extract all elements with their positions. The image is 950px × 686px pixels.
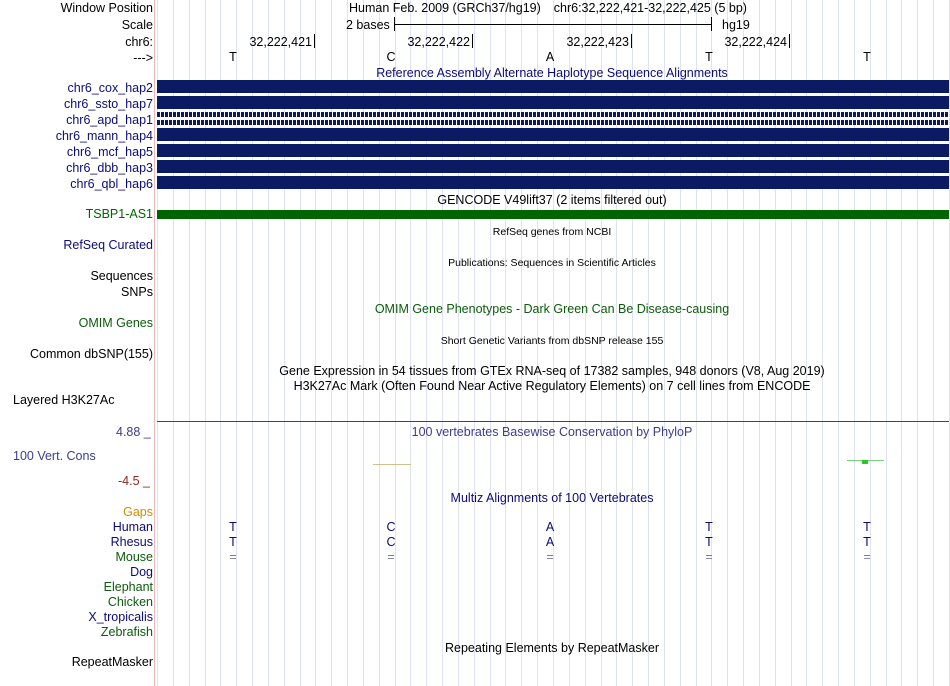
alignment-base: C	[386, 535, 396, 549]
alignment-base: =	[229, 550, 237, 564]
scale-label: Scale	[121, 18, 153, 32]
haplotype-label[interactable]: chr6_cox_hap2	[67, 81, 153, 95]
phylop-track-title[interactable]: 100 vertebrates Basewise Conservation by PhyloP	[411, 425, 693, 439]
publications-track-title[interactable]: Publications: Sequences in Scientific Articles	[448, 257, 656, 269]
alignment-base: A	[545, 535, 555, 549]
h3k27ac-track-title[interactable]: H3K27Ac Mark (Often Found Near Active Regulatory Elements) on 7 cell lines from ENCODE	[293, 379, 811, 393]
ruler-base: T	[863, 50, 871, 64]
h3k27ac-label[interactable]: Layered H3K27Ac	[13, 393, 115, 407]
ruler-position: 32,222,421	[249, 35, 312, 49]
haplotype-label[interactable]: chr6_dbb_hap3	[66, 161, 153, 175]
alignment-base: =	[863, 550, 871, 564]
haplotype-label[interactable]: chr6_mann_hap4	[55, 129, 153, 143]
phylop-label[interactable]: 100 Vert. Cons	[13, 449, 96, 463]
multiz-track-title[interactable]: Multiz Alignments of 100 Vertebrates	[450, 491, 654, 505]
haplotype-label[interactable]: chr6_mcf_hap5	[66, 145, 153, 159]
species-label[interactable]: Dog	[130, 565, 153, 579]
label-column-border	[154, 0, 155, 686]
gtex-track-title[interactable]: Gene Expression in 54 tissues from GTEx RNA-seq of 17382 samples, 948 donors (V8, Aug 2019)	[279, 364, 825, 378]
refseq-label[interactable]: RefSeq Curated	[63, 238, 153, 252]
haplotype-bar[interactable]	[157, 96, 949, 109]
species-label[interactable]: Zebrafish	[100, 625, 153, 639]
refseq-track-title[interactable]: RefSeq genes from NCBI	[492, 226, 612, 238]
assembly-title[interactable]	[349, 1, 747, 15]
repeatmasker-track-title[interactable]: Repeating Elements by RepeatMasker	[444, 641, 660, 655]
alignment-base: T	[229, 535, 237, 549]
publications-sequences-label[interactable]: Sequences	[90, 269, 153, 283]
ruler-base: T	[229, 50, 237, 64]
species-label[interactable]: Rhesus	[110, 535, 153, 549]
ruler-position: 32,222,423	[566, 35, 629, 49]
alignment-base: A	[545, 520, 555, 534]
haplotype-label[interactable]: chr6_ssto_hap7	[64, 97, 153, 111]
gencode-gene-bar[interactable]	[157, 210, 949, 219]
repeatmasker-label[interactable]: RepeatMasker	[71, 655, 153, 669]
haplotype-label[interactable]: chr6_qbl_hap6	[70, 177, 153, 191]
db-label: hg19	[722, 18, 750, 32]
haplotype-bar[interactable]	[157, 144, 949, 157]
omim-track-title[interactable]: OMIM Gene Phenotypes - Dark Green Can Be Disease-causing	[374, 302, 730, 316]
publications-snps-label[interactable]: SNPs	[121, 285, 153, 299]
alignment-base: T	[863, 535, 871, 549]
phylop-negative-bar	[373, 464, 411, 465]
species-label[interactable]: X_tropicalis	[88, 610, 153, 624]
h3k27ac-baseline	[157, 421, 949, 422]
ruler-tick	[631, 34, 632, 48]
haplotype-track-title[interactable]: Reference Assembly Alternate Haplotype Sequence Alignments	[376, 66, 728, 80]
phylop-max-label: 4.88 _	[116, 425, 151, 439]
species-label[interactable]: Elephant	[103, 580, 153, 594]
gencode-gene-label[interactable]: TSBP1-AS1	[85, 207, 153, 221]
alignment-base: T	[705, 535, 713, 549]
ruler-base: C	[386, 50, 396, 64]
omim-label[interactable]: OMIM Genes	[78, 316, 153, 330]
haplotype-bar[interactable]	[157, 176, 949, 189]
ruler-tick	[472, 34, 473, 48]
position-range: chr6:32,222,421-32,222,425 (5 bp)	[553, 1, 747, 15]
dbsnp-track-title[interactable]: Short Genetic Variants from dbSNP release 155	[440, 335, 664, 347]
alignment-base: =	[546, 550, 554, 564]
species-label[interactable]: Human	[112, 520, 153, 534]
species-label[interactable]: Chicken	[107, 595, 153, 609]
haplotype-bar[interactable]	[157, 80, 949, 93]
ruler-base: T	[705, 50, 713, 64]
ruler-position: 32,222,422	[407, 35, 470, 49]
ruler-tick	[789, 34, 790, 48]
ruler-tick	[314, 34, 315, 48]
alignment-base: =	[705, 550, 713, 564]
dbsnp-label[interactable]: Common dbSNP(155)	[30, 347, 153, 361]
alignment-base: C	[386, 520, 396, 534]
phylop-positive-point	[862, 460, 868, 464]
scale-text: 2 bases	[346, 18, 390, 32]
phylop-min-label: -4.5 _	[118, 474, 150, 488]
gencode-track-title[interactable]: GENCODE V49lift37 (2 items filtered out)	[437, 193, 667, 207]
alignment-base: T	[705, 520, 713, 534]
ruler-position: 32,222,424	[724, 35, 787, 49]
species-label[interactable]: Mouse	[115, 550, 153, 564]
haplotype-bar[interactable]	[157, 112, 949, 125]
haplotype-label[interactable]: chr6_apd_hap1	[66, 113, 153, 127]
alignment-base: T	[229, 520, 237, 534]
ruler-base: A	[545, 50, 555, 64]
haplotype-bar[interactable]	[157, 160, 949, 173]
assembly-name: Human Feb. 2009 (GRCh37/hg19)	[349, 1, 541, 15]
chrom-label: chr6:	[125, 35, 153, 49]
strand-label: --->	[133, 51, 153, 65]
alignment-base: =	[387, 550, 395, 564]
gaps-label[interactable]: Gaps	[123, 505, 153, 519]
alignment-base: T	[863, 520, 871, 534]
haplotype-bar[interactable]	[157, 128, 949, 141]
window-position-label: Window Position	[60, 1, 153, 15]
scale-bar	[394, 17, 712, 31]
